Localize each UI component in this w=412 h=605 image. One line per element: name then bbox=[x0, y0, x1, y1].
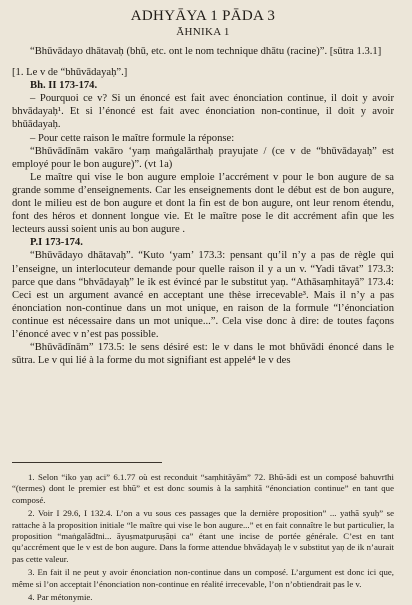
bhashya-paragraph: – Pourquoi ce v? Si un énoncé est fait avec énonciation continue, il doit y avoir bhvādayaḥ¹. Et si l’énoncé est fait avec énonciation non-continue, il doit y avoir bhūādayaḥ. bbox=[12, 93, 394, 131]
footnote: 3. En fait il ne peut y avoir énonciation non-continue dans un composé. L’argument est donc ici que, même si l’on acceptait l’énonciation non-continue en réalité irrecevable, l’on n’obtiendrait pas le v. bbox=[12, 567, 394, 589]
pradipa-paragraph: “Bhūvādīnām” 173.5: le sens désiré est: le v dans le mot bhūvādi énoncé dans le sūtra. Le v qui lié à la forme du mot signifiant est appelé⁴ le v des bbox=[12, 342, 394, 367]
bhashya-paragraph: “Bhūvādīnām vakāro ‘yaṃ maṅgalārthaḥ prayujate / (ce v de “bhūvādayaḥ” est employé pour le bon augure)”. (vt 1a) bbox=[12, 145, 394, 170]
bhashya-paragraph: Le maître qui vise le bon augure emploie l’accrément v pour le bon augure de sa grande somme d’enseignements. Car les enseignements dont le début est de bon augure, dont le milieu est de bon augure et dont la fin est de bon augure, ont leur renom étendu, font des héros et donnent longue vie. Et le maître pose le dit accrément afin que les lecteurs aussi soient unis au bon augure . bbox=[12, 171, 394, 236]
pradipa-paragraph: “Bhūvādayo dhātavaḥ”. “Kuto ‘yam’ 173.3: pensant qu’il n’y a pas de règle qui l’enseigne, un interlocuteur demande pour quelle raison il y a un v. “Yadi tāvat” 173.3: parce que dans “bhvādayaḥ” le ik est évincé par le substitut yaṇ. “Athāsaṃhitayā” 173.4: Ceci est un argument avancé en acceptant une thèse irrecevable³. Mais il n’y a pas énonciation non-continue dans un mot unique, en raison de la formule “l’énonciation continue est nécessaire dans un mot unique...”. Cela vise donc à dire: de toutes façons l’énoncé avec v n’est pas possible. bbox=[12, 250, 394, 340]
section-heading: [1. Le v de “bhūvādayaḥ”.] bbox=[12, 67, 128, 79]
chapter-title: ADHYĀYA 1 PĀDA 3 bbox=[130, 8, 276, 24]
footnote: 4. Par métonymie. bbox=[28, 592, 93, 603]
sutra-intro: “Bhūvādayo dhātavaḥ (bhū, etc. ont le nom technique dhātu (racine)”. [sūtra 1.3.1] bbox=[30, 46, 382, 57]
footnote: 2. Voir I 29.6, I 132.4. L’on a vu sous ces passages que la dernière proposition” ... yathā syuḥ” se rattache à la proposition initiale “le maître qui vise le bon augure...” et en fait connaître le but particulier, la proposition “maṅgalādīni... āyuṣmatpuruṣāṇi ca” étant une incise de portée générale. C’est en tant qu’accrément que le v est de bon augure. Dans la forme attendue bhvādayaḥ le v substitut yaṇ de ik n’aurait pas cette valeur. bbox=[12, 508, 394, 564]
bhashya-paragraph: – Pour cette raison le maître formule la réponse: bbox=[30, 132, 235, 144]
chapter-subtitle: ĀHNIKA 1 bbox=[176, 26, 230, 38]
footnote: 1. Selon “iko yaṇ aci” 6.1.77 où est reconduit “saṃhitāyām” 72. Bhū-ādi est un composé bahuvrīhi “(termes) dont le premier est bhū” et est donc soumis à la saṃhitā “énonciation continue” en tant que composé. bbox=[12, 472, 394, 505]
footnotes bbox=[12, 472, 394, 605]
bhashya-reference: Bh. II 173-174. bbox=[30, 80, 98, 92]
pradipa-reference: P.I 173-174. bbox=[30, 237, 83, 249]
footnote-divider bbox=[12, 462, 162, 463]
